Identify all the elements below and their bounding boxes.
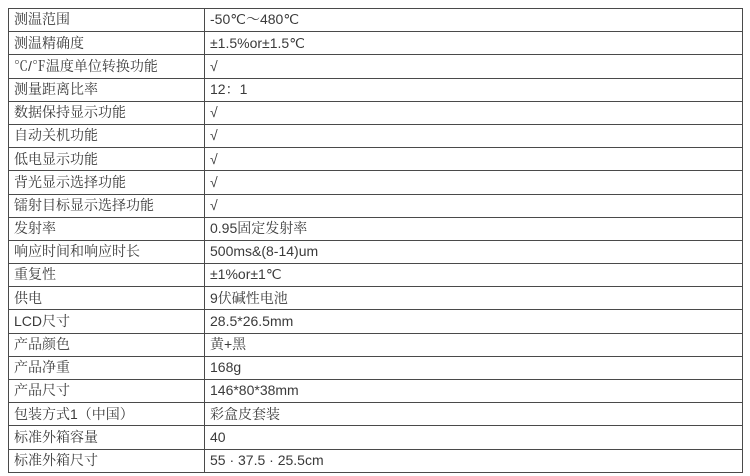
spec-value: √ (205, 171, 743, 194)
spec-row (9, 55, 743, 78)
spec-label: 镭射目标显示选择功能 (9, 194, 205, 217)
spec-value: √ (205, 148, 743, 171)
spec-label: 测量距离比率 (9, 78, 205, 101)
spec-value: 12：1 (205, 78, 743, 101)
spec-row (9, 194, 743, 217)
spec-value: √ (205, 194, 743, 217)
spec-row (9, 403, 743, 426)
spec-value: -50℃～480℃ (205, 9, 743, 32)
spec-row (9, 356, 743, 379)
spec-value: 彩盒皮套装 (205, 403, 743, 426)
spec-label: 包装方式1（中国） (9, 403, 205, 426)
spec-table-body (9, 9, 743, 473)
spec-row (9, 333, 743, 356)
spec-label: 数据保持显示功能 (9, 101, 205, 124)
spec-value: √ (205, 101, 743, 124)
spec-label: 测温范围 (9, 9, 205, 32)
spec-value: 0.95固定发射率 (205, 217, 743, 240)
spec-value: √ (205, 124, 743, 147)
spec-row (9, 287, 743, 310)
spec-row (9, 264, 743, 287)
spec-label: ℃/℉温度单位转换功能 (9, 55, 205, 78)
spec-row (9, 380, 743, 403)
spec-row (9, 32, 743, 55)
spec-label: 发射率 (9, 217, 205, 240)
spec-value: 168g (205, 356, 743, 379)
spec-label: 背光显示选择功能 (9, 171, 205, 194)
spec-table (8, 8, 743, 473)
spec-value: 500ms&(8-14)um (205, 240, 743, 263)
spec-label: 测温精确度 (9, 32, 205, 55)
spec-value: ±1.5%or±1.5℃ (205, 32, 743, 55)
spec-value: 40 (205, 426, 743, 449)
spec-label: 低电显示功能 (9, 148, 205, 171)
spec-label: 标准外箱尺寸 (9, 449, 205, 472)
spec-label: 产品颜色 (9, 333, 205, 356)
spec-row (9, 78, 743, 101)
spec-value: √ (205, 55, 743, 78)
spec-label: 响应时间和响应时长 (9, 240, 205, 263)
spec-label: 自动关机功能 (9, 124, 205, 147)
spec-row (9, 240, 743, 263)
spec-value: 28.5*26.5mm (205, 310, 743, 333)
spec-label: 标准外箱容量 (9, 426, 205, 449)
spec-label: 供电 (9, 287, 205, 310)
spec-value: 黄+黑 (205, 333, 743, 356)
spec-row (9, 449, 743, 472)
spec-label: 产品净重 (9, 356, 205, 379)
spec-row (9, 9, 743, 32)
spec-value: 9伏碱性电池 (205, 287, 743, 310)
spec-row (9, 171, 743, 194)
spec-value: 55 · 37.5 · 25.5cm (205, 449, 743, 472)
spec-row (9, 217, 743, 240)
spec-row (9, 310, 743, 333)
spec-row (9, 101, 743, 124)
spec-label: LCD尺寸 (9, 310, 205, 333)
spec-label: 产品尺寸 (9, 380, 205, 403)
spec-value: ±1%or±1℃ (205, 264, 743, 287)
spec-label: 重复性 (9, 264, 205, 287)
spec-row (9, 426, 743, 449)
spec-row (9, 124, 743, 147)
spec-value: 146*80*38mm (205, 380, 743, 403)
spec-row (9, 148, 743, 171)
